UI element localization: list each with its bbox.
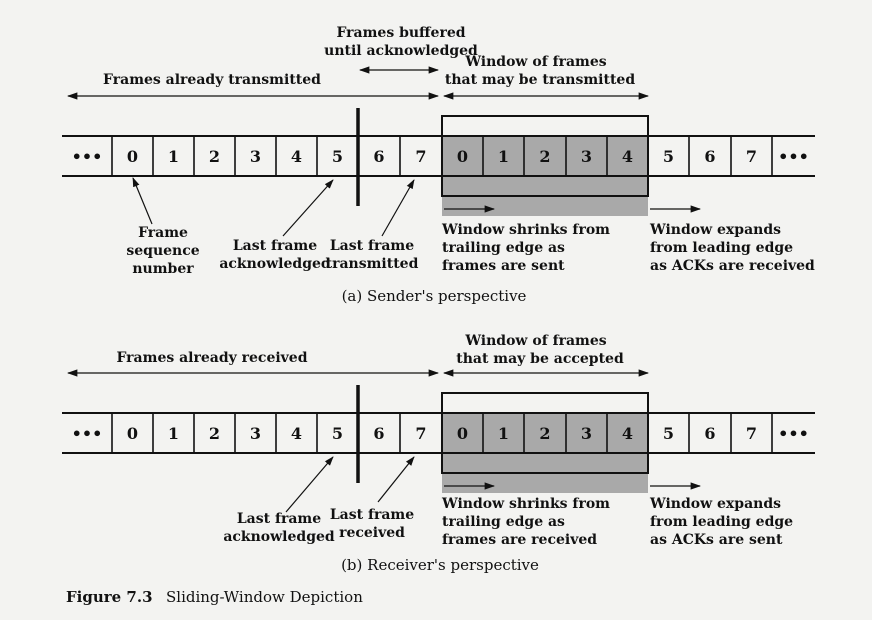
sender-frame-cell: 4 (290, 147, 303, 166)
receiver-frame-cell: 0 (456, 424, 469, 443)
receiver-frame-cell: 4 (290, 424, 303, 443)
receiver-frame-cell: 6 (704, 424, 716, 443)
seq-label-line3: number (132, 261, 194, 277)
receiver-frame-strip (62, 413, 815, 493)
sender-frame-strip (62, 136, 815, 216)
rx-last-ack-label-line1: Last frame (236, 511, 322, 527)
rx-shrink-label-line3: frames are received (442, 532, 598, 548)
buffered-label-line2: until acknowledged (324, 43, 478, 59)
seq-label-line2: sequence (126, 243, 200, 259)
sender-frame-cell: 5 (662, 147, 675, 166)
sender-frame-cell: 2 (539, 147, 551, 166)
window-label-line2: that may be transmitted (444, 72, 636, 88)
sender-frame-cell: 7 (415, 147, 427, 166)
window-label-line1: Window of frames (465, 54, 607, 70)
receiver-frame-cell: 5 (331, 424, 344, 443)
rx-expand-label-line2: from leading edge (650, 514, 794, 530)
receiver-frame-cell: 0 (126, 424, 139, 443)
seq-pointer-arrow (133, 178, 152, 224)
sender-frame-cell: 6 (373, 147, 385, 166)
receiver-frame-cell: 3 (580, 424, 593, 443)
rx-window-label-line1: Window of frames (465, 333, 607, 349)
last-tx-label-line2: transmitted (325, 256, 419, 272)
sender-frame-cell: 0 (456, 147, 469, 166)
sender-frame-cell: 6 (704, 147, 716, 166)
shrink-label-line1: Window shrinks from (442, 222, 610, 238)
sender-diagram (62, 25, 815, 305)
last-tx-pointer-arrow (382, 180, 414, 236)
rx-last-ack-label-line2: acknowledged (223, 529, 335, 545)
rx-last-rx-pointer-arrow (378, 457, 414, 502)
sender-ellipsis-cell: ••• (778, 147, 809, 166)
expand-label-line1: Window expands (650, 222, 781, 238)
figure-number: Figure 7.3 (66, 588, 153, 606)
sender-frame-cell: 0 (126, 147, 139, 166)
expand-label-line2: from leading edge (650, 240, 794, 256)
rx-window-label-line2: that may be accepted (456, 351, 624, 367)
rx-last-ack-pointer-arrow (286, 457, 333, 512)
sender-caption: (a) Sender's perspective (341, 287, 527, 305)
rx-shrink-label-line1: Window shrinks from (442, 496, 610, 512)
transmitted-label: Frames already transmitted (103, 72, 321, 88)
sender-frame-cell: 3 (580, 147, 593, 166)
sender-ellipsis-cell: ••• (71, 147, 103, 166)
receiver-frame-cell: 6 (373, 424, 385, 443)
shrink-label-line3: frames are sent (442, 258, 565, 274)
sender-frame-cell: 7 (745, 147, 758, 166)
rx-last-rx-label-line2: received (339, 525, 405, 541)
last-tx-label-line1: Last frame (329, 238, 415, 254)
receiver-frame-cell: 2 (539, 424, 551, 443)
receiver-ellipsis-cell: ••• (778, 424, 809, 443)
receiver-frame-cell: 7 (745, 424, 758, 443)
sender-frame-cell: 1 (497, 147, 510, 166)
sender-frame-cell: 1 (167, 147, 180, 166)
figure-caption (66, 588, 363, 606)
seq-label-line1: Frame (138, 225, 188, 241)
sender-frame-cell: 4 (621, 147, 634, 166)
sender-frame-cell: 5 (331, 147, 344, 166)
sender-frame-cell: 3 (249, 147, 262, 166)
rx-last-rx-label-line1: Last frame (329, 507, 415, 523)
receiver-frame-cell: 2 (208, 424, 221, 443)
receiver-frame-cell: 7 (415, 424, 427, 443)
receiver-frame-cell: 5 (662, 424, 675, 443)
receiver-ellipsis-cell: ••• (71, 424, 103, 443)
last-ack-label-line2: acknowledged (219, 256, 331, 272)
receiver-diagram (62, 333, 815, 574)
buffered-label-line1: Frames buffered (336, 25, 466, 41)
receiver-frame-cell: 1 (497, 424, 510, 443)
receiver-frame-cell: 3 (249, 424, 262, 443)
last-ack-pointer-arrow (283, 180, 333, 236)
expand-label-line3: as ACKs are received (650, 258, 815, 274)
shrink-label-line2: trailing edge as (442, 240, 565, 256)
received-label: Frames already received (116, 350, 308, 366)
rx-shrink-label-line2: trailing edge as (442, 514, 565, 530)
last-ack-label-line1: Last frame (232, 238, 318, 254)
sender-frame-cell: 2 (208, 147, 221, 166)
rx-expand-label-line1: Window expands (650, 496, 781, 512)
receiver-frame-cell: 4 (621, 424, 634, 443)
receiver-caption: (b) Receiver's perspective (341, 556, 539, 574)
rx-expand-label-line3: as ACKs are sent (650, 532, 783, 548)
receiver-frame-cell: 1 (167, 424, 180, 443)
figure-title: Sliding-Window Depiction (166, 588, 363, 606)
